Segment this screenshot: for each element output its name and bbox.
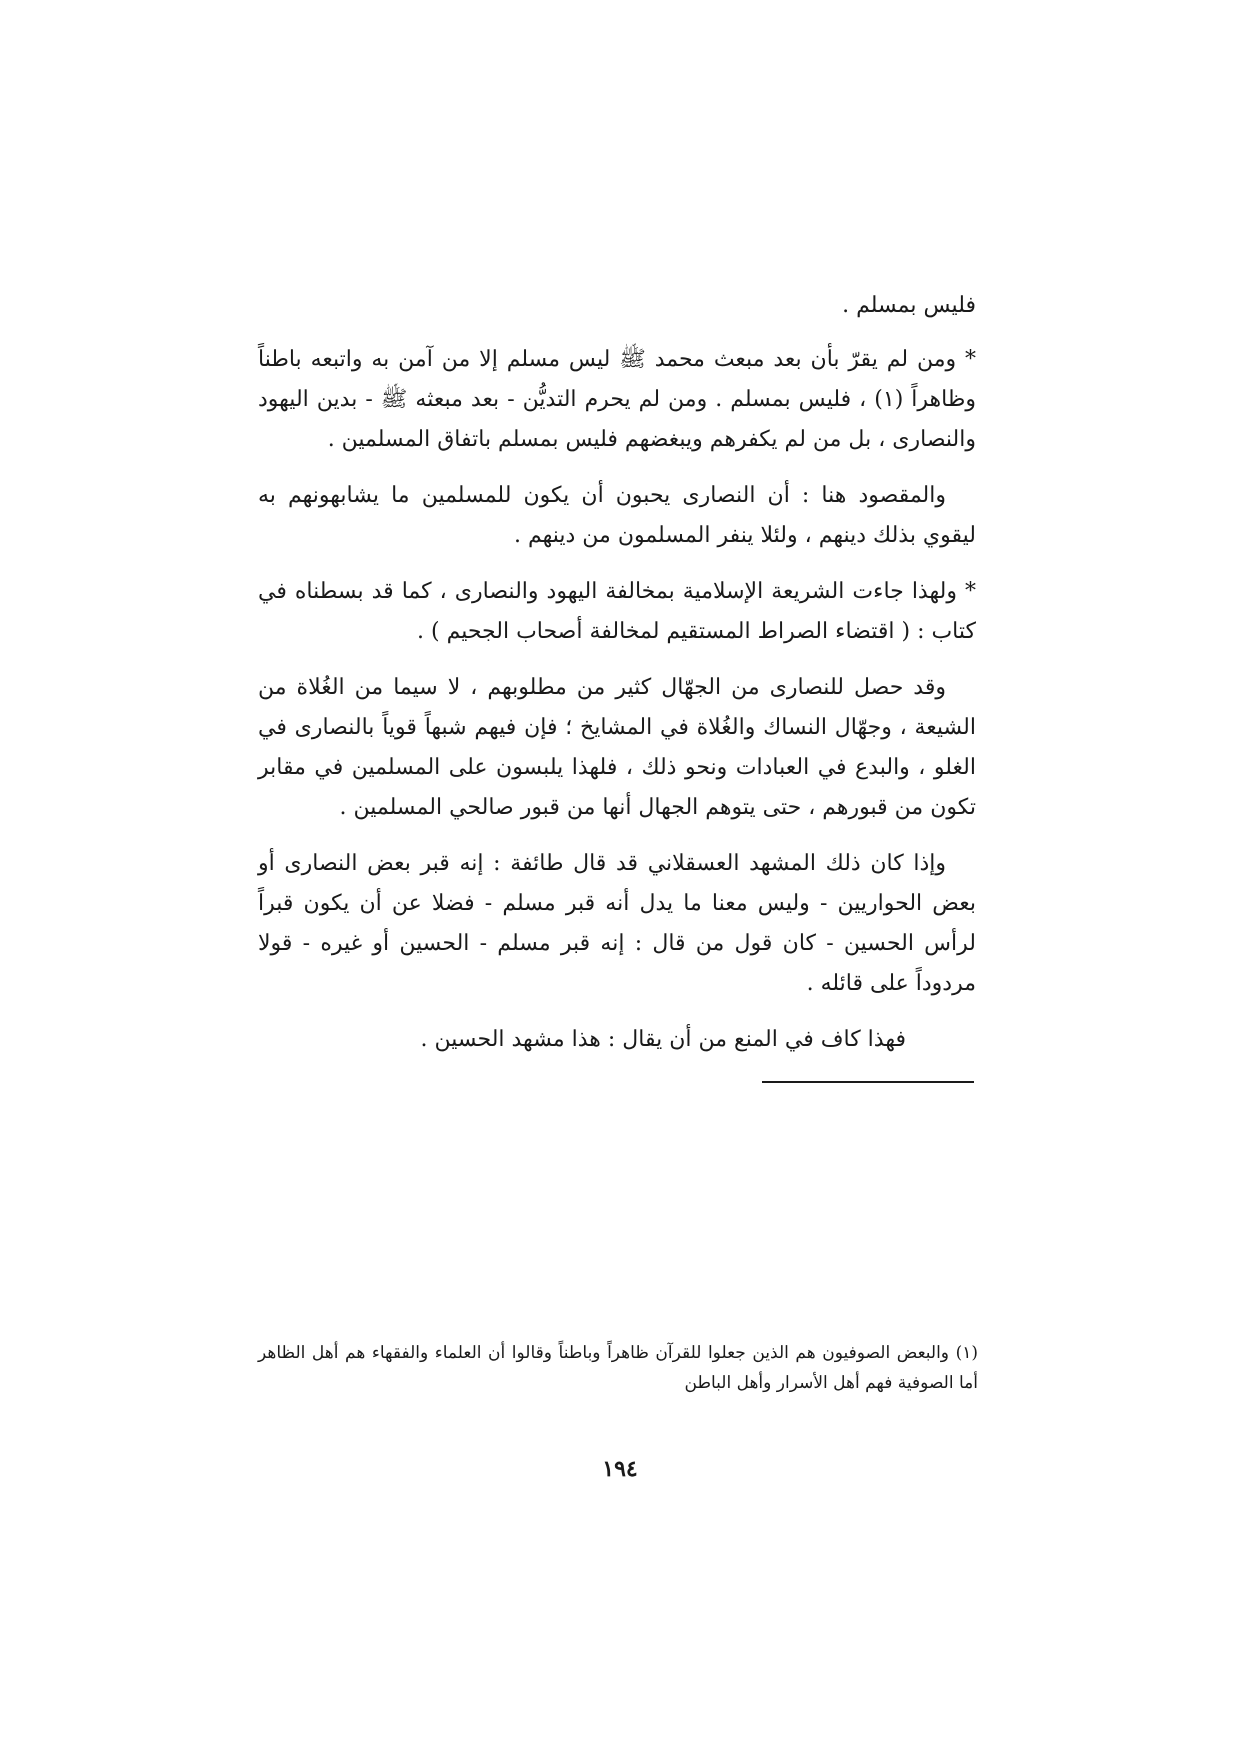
paragraph: وإذا كان ذلك المشهد العسقلاني قد قال طائفة : إنه قبر بعض النصارى أو بعض الحواريين - وليس معنا ما يدل أنه قبر مسلم - فضلا عن أن يكون قبراً لرأس الحسين - كان قول من قال : إنه قبر مسلم - الحسين أو غيره - قولا مردوداً على قائله . xyxy=(258,851,976,996)
main-text xyxy=(258,286,976,1076)
paragraph: فليس بمسلم . xyxy=(842,293,976,318)
paragraph: فهذا كاف في المنع من أن يقال : هذا مشهد الحسين . xyxy=(420,1027,906,1052)
paragraph: والمقصود هنا : أن النصارى يحبون أن يكون للمسلمين ما يشابهونهم به ليقوي بذلك دينهم ، ولئلا ينفر المسلمون من دينهم . xyxy=(258,483,976,548)
footnote-divider xyxy=(762,1081,974,1083)
page-number: ١٩٤ xyxy=(602,1456,638,1482)
footnote: (١) والبعض الصوفيون هم الذين جعلوا للقرآن ظاهراً وباطناً وقالوا أن العلماء والفقهاء هم أهل الظاهر أما الصوفية فهم أهل الأسرار وأهل الباطن xyxy=(258,1343,978,1393)
paragraph: وقد حصل للنصارى من الجهّال كثير من مطلوبهم ، لا سيما من الغُلاة من الشيعة ، وجهّال النساك والغُلاة في المشايخ ؛ فإن فيهم شبهاً قوياً بالنصارى في الغلو ، والبدع في العبادات ونحو ذلك ، فلهذا يلبسون على المسلمين في مقابر تكون من قبورهم ، حتى يتوهم الجهال أنها من قبور صالحي المسلمين . xyxy=(258,675,976,820)
paragraph: * ولهذا جاءت الشريعة الإسلامية بمخالفة اليهود والنصارى ، كما قد بسطناه في كتاب : ( اقتضاء الصراط المستقيم لمخالفة أصحاب الجحيم ) . xyxy=(258,579,976,644)
paragraph: * ومن لم يقرّ بأن بعد مبعث محمد ﷺ ليس مسلم إلا من آمن به واتبعه باطناً وظاهراً (١) ، فليس بمسلم . ومن لم يحرم التديُّن - بعد مبعثه ﷺ - بدين اليهود والنصارى ، بل من لم يكفرهم ويبغضهم فليس بمسلم باتفاق المسلمين . xyxy=(258,347,976,452)
